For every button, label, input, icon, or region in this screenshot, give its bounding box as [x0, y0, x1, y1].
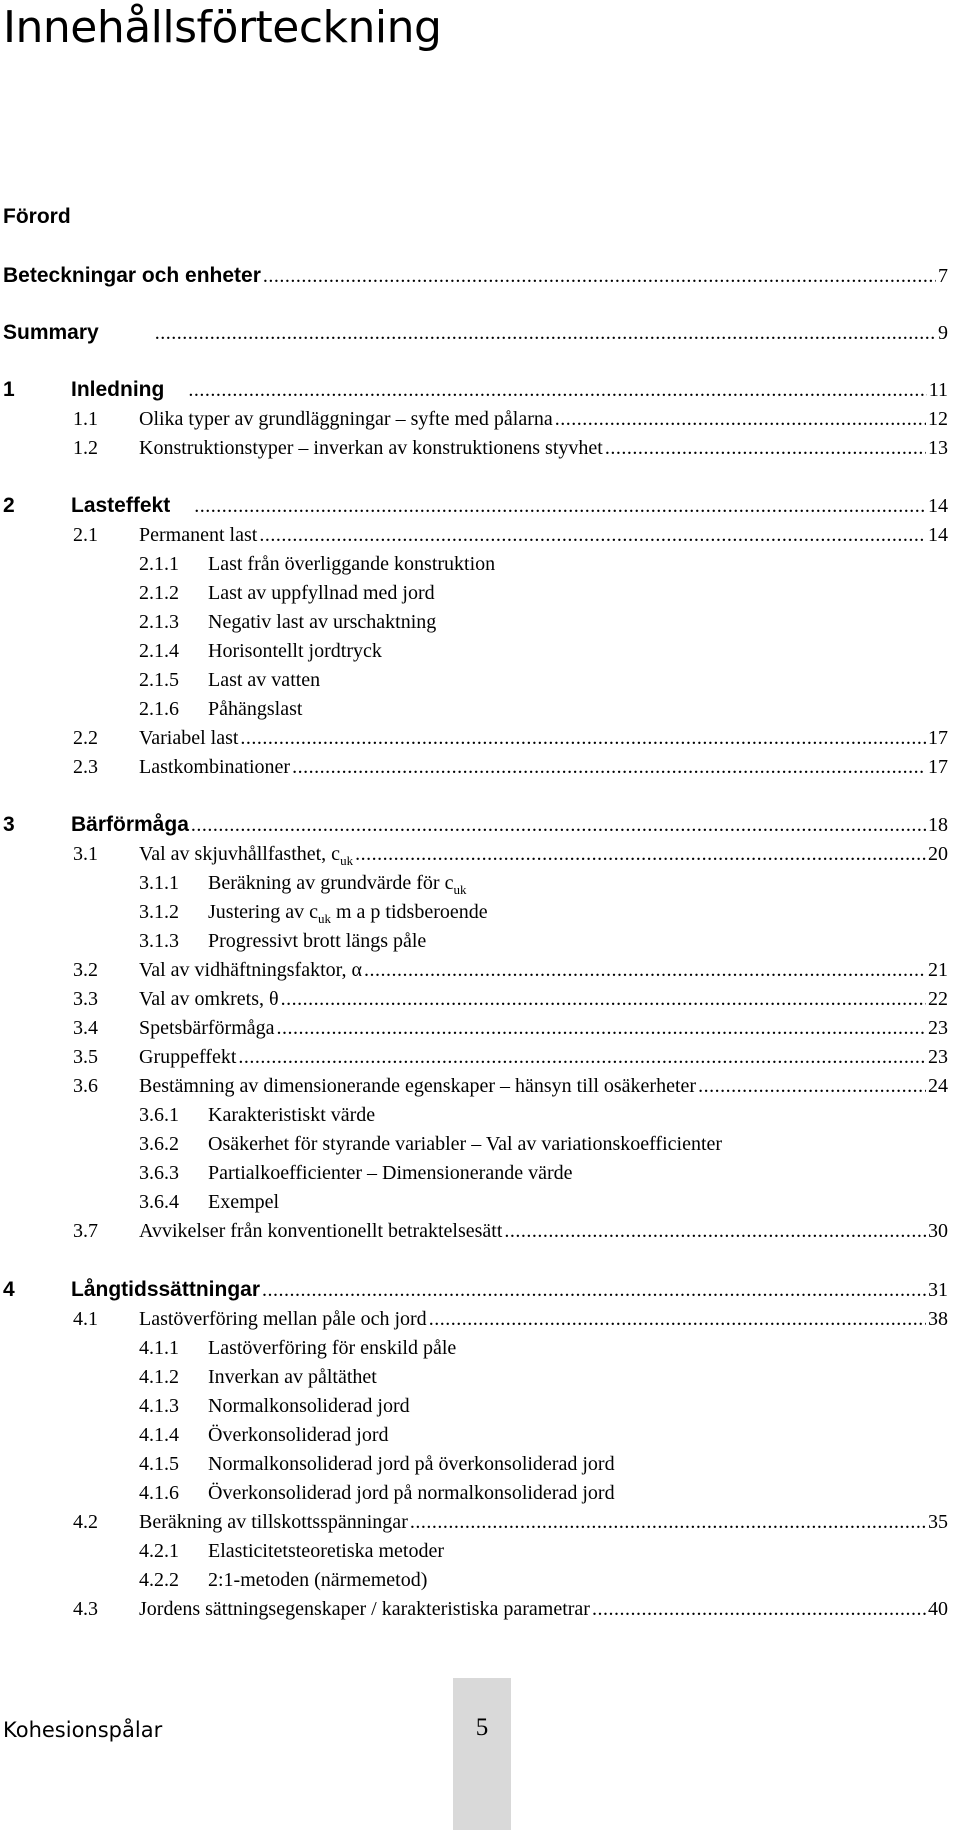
- toc-page-number: 23: [928, 1046, 948, 1068]
- toc-entry-number: 2: [3, 494, 15, 517]
- toc-entry-number: 2.3: [73, 756, 98, 778]
- toc-entry[interactable]: [0, 987, 960, 1017]
- toc-entry-text: Exempel: [208, 1191, 280, 1213]
- toc-entry-number: 3.6: [73, 1075, 98, 1097]
- toc-entry[interactable]: [0, 813, 960, 843]
- toc-entry-number: 1: [3, 378, 15, 401]
- toc-page-number: 38: [928, 1308, 948, 1330]
- toc-entry-number: 3.3: [73, 988, 98, 1010]
- toc-entry-number: 3.6.3: [139, 1162, 179, 1184]
- toc-entry-number: 3.6.4: [139, 1191, 179, 1213]
- toc-entry[interactable]: [0, 1219, 960, 1249]
- toc-entry-number: 2.1.5: [139, 669, 179, 691]
- toc-entry-text: Lastkombinationer: [139, 756, 291, 778]
- toc-entry[interactable]: [0, 264, 960, 294]
- toc-page-number: 13: [928, 437, 948, 459]
- toc-entry-number: 3.1.2: [139, 901, 179, 923]
- toc-entry-number: 2.1.2: [139, 582, 179, 604]
- toc-entry-text: Negativ last av urschaktning: [208, 611, 437, 633]
- toc-page-number: 31: [928, 1279, 948, 1301]
- page-number-box: [453, 1678, 511, 1830]
- toc-entry-text: Bestämning av dimensionerande egenskaper – hänsyn till osäkerheter: [139, 1075, 697, 1097]
- toc-entry[interactable]: [0, 958, 960, 988]
- toc-entry-text: Val av skjuvhållfasthet, c: [139, 843, 341, 865]
- toc-entry-text: Progressivt brott längs påle: [208, 930, 427, 952]
- toc-entry-text: Elasticitetsteoretiska metoder: [208, 1540, 445, 1562]
- toc-entry[interactable]: [0, 1423, 960, 1453]
- toc-entry[interactable]: [0, 929, 960, 959]
- toc-entry[interactable]: [0, 407, 960, 437]
- toc-entry[interactable]: [0, 697, 960, 727]
- toc-entry-number: 2.1.4: [139, 640, 179, 662]
- toc-page-number: 17: [928, 756, 948, 778]
- toc-page-number: 11: [928, 379, 948, 401]
- toc-entry-number: 3.6.1: [139, 1104, 179, 1126]
- toc-entry[interactable]: [0, 842, 960, 872]
- toc-page-number: 12: [928, 408, 948, 430]
- toc-entry-text: Beteckningar och enheter: [3, 264, 261, 287]
- toc-entry[interactable]: [0, 1307, 960, 1337]
- toc-entry-text: 2:1-metoden (närmemetod): [208, 1569, 428, 1591]
- toc-entry-text: Spetsbärförmåga: [139, 1017, 275, 1039]
- toc-entry[interactable]: [0, 1103, 960, 1133]
- toc-entry-number: 4.1: [73, 1308, 98, 1330]
- toc-page-number: 40: [928, 1598, 948, 1620]
- page-title: Innehållsförteckning: [3, 2, 442, 53]
- toc-entry[interactable]: [0, 726, 960, 756]
- toc-page-number: 30: [928, 1220, 948, 1242]
- toc-entry-number: 4.1.5: [139, 1453, 179, 1475]
- toc-entry-number: 4.3: [73, 1598, 98, 1620]
- toc-entry[interactable]: [0, 1278, 960, 1308]
- toc-page-number: 18: [928, 814, 948, 836]
- toc-entry[interactable]: [0, 205, 960, 235]
- toc-page-number: 22: [928, 988, 948, 1010]
- toc-entry-number: 4.1.6: [139, 1482, 179, 1504]
- toc-page-number: 24: [928, 1075, 948, 1097]
- toc-entry-text: Inverkan av påltäthet: [208, 1366, 377, 1388]
- toc-entry-text: Överkonsoliderad jord: [208, 1424, 389, 1446]
- toc-entry-text: Påhängslast: [208, 698, 303, 720]
- toc-entry-text: Val av omkrets, θ: [139, 988, 279, 1010]
- toc-entry-text: Last av vatten: [208, 669, 321, 691]
- toc-entry-text: Justering av c: [208, 901, 318, 923]
- subscript: uk: [453, 882, 467, 897]
- subscript: uk: [340, 853, 354, 868]
- toc-entry-number: 3.6.2: [139, 1133, 179, 1155]
- toc-entry-text-suffix: m a p tidsberoende: [330, 901, 488, 923]
- toc-page-number: 23: [928, 1017, 948, 1039]
- toc-entry[interactable]: [0, 436, 960, 466]
- toc-entry-text: Konstruktionstyper – inverkan av konstruktionens styvhet: [139, 437, 603, 459]
- toc-page-number: 17: [928, 727, 948, 749]
- toc-entry[interactable]: [0, 1452, 960, 1482]
- toc-entry[interactable]: [0, 900, 960, 930]
- toc-entry[interactable]: [0, 1539, 960, 1569]
- toc-entry-text: Normalkonsoliderad jord: [208, 1395, 410, 1417]
- toc-entry-text: Lasteffekt: [71, 494, 171, 517]
- toc-entry-number: 1.2: [73, 437, 98, 459]
- toc-entry-text: Överkonsoliderad jord på normalkonsoliderad jord: [208, 1482, 615, 1504]
- toc-entry-text: Beräkning av grundvärde för c: [208, 872, 454, 894]
- toc-entry-text: Förord: [3, 205, 71, 228]
- toc-entry[interactable]: [0, 639, 960, 669]
- toc-entry-text: Lastöverföring mellan påle och jord: [139, 1308, 427, 1330]
- toc-entry-number: 4.2.1: [139, 1540, 179, 1562]
- toc-entry[interactable]: [0, 1045, 960, 1075]
- toc-entry-number: 3.2: [73, 959, 98, 981]
- toc-page-number: 14: [928, 495, 948, 517]
- toc-entry-number: 3.4: [73, 1017, 98, 1039]
- toc-entry-text: Normalkonsoliderad jord på överkonsoliderad jord: [208, 1453, 615, 1475]
- toc-entry-number: 3.1.1: [139, 872, 179, 894]
- toc-page-number: 9: [938, 322, 948, 344]
- toc-entry-number: 2.1: [73, 524, 98, 546]
- toc-entry-number: 2.1.3: [139, 611, 179, 633]
- toc-entry[interactable]: [0, 668, 960, 698]
- toc-entry-number: 4.1.1: [139, 1337, 179, 1359]
- page-number: 5: [475, 1714, 489, 1741]
- toc-entry-number: 4: [3, 1278, 15, 1301]
- toc-entry-text: Jordens sättningsegenskaper / karakteristiska parametrar: [139, 1598, 590, 1620]
- toc-entry[interactable]: [0, 321, 960, 351]
- toc-entry-text: Långtidssättningar: [71, 1278, 261, 1301]
- toc-entry-number: 3.7: [73, 1220, 98, 1242]
- toc-entry-text: Inledning: [71, 378, 165, 401]
- toc-entry[interactable]: [0, 1132, 960, 1162]
- toc-entry-number: 3.1.3: [139, 930, 179, 952]
- toc-entry-text: Gruppeffekt: [139, 1046, 237, 1068]
- toc-entry-number: 4.2.2: [139, 1569, 179, 1591]
- toc-entry[interactable]: [0, 610, 960, 640]
- toc-entry-number: 2.2: [73, 727, 98, 749]
- toc-entry[interactable]: [0, 1597, 960, 1627]
- toc-entry-text: Beräkning av tillskottsspänningar: [139, 1511, 408, 1533]
- toc-entry-number: 3.5: [73, 1046, 98, 1068]
- footer-title: Kohesionspålar: [3, 1718, 163, 1742]
- toc-entry[interactable]: [0, 1190, 960, 1220]
- toc-entry-text: Lastöverföring för enskild påle: [208, 1337, 457, 1359]
- toc-entry-number: 3: [3, 813, 15, 836]
- toc-entry[interactable]: [0, 494, 960, 524]
- toc-entry[interactable]: [0, 1481, 960, 1511]
- toc-entry[interactable]: [0, 1365, 960, 1395]
- toc-page-number: 14: [928, 524, 948, 546]
- toc-entry[interactable]: [0, 581, 960, 611]
- toc-page-number: 35: [928, 1511, 948, 1533]
- toc-entry[interactable]: [0, 871, 960, 901]
- toc-page-number: 20: [928, 843, 948, 865]
- toc-entry[interactable]: [0, 378, 960, 408]
- toc-entry-text: Bärförmåga: [71, 813, 189, 836]
- toc-entry-number: 4.1.2: [139, 1366, 179, 1388]
- toc-entry-text: Partialkoefficienter – Dimensionerande värde: [208, 1162, 573, 1184]
- toc-entry[interactable]: [0, 755, 960, 785]
- toc-entry[interactable]: [0, 1394, 960, 1424]
- toc-entry-text: Permanent last: [139, 524, 258, 546]
- toc-entry[interactable]: [0, 1016, 960, 1046]
- toc-entry[interactable]: [0, 523, 960, 553]
- toc-entry-text: Horisontellt jordtryck: [208, 640, 382, 662]
- toc-entry-number: 4.2: [73, 1511, 98, 1533]
- toc-entry-number: 1.1: [73, 408, 98, 430]
- toc-entry-text: Osäkerhet för styrande variabler – Val av variationskoefficienter: [208, 1133, 723, 1155]
- toc-entry-number: 4.1.4: [139, 1424, 179, 1446]
- toc-entry-text: Last av uppfyllnad med jord: [208, 582, 435, 604]
- toc-entry[interactable]: [0, 1568, 960, 1598]
- toc-page-number: 7: [938, 265, 948, 287]
- toc-entry-text: Variabel last: [139, 727, 239, 749]
- toc-entry-text: Avvikelser från konventionellt betraktelsesätt: [139, 1220, 503, 1242]
- toc-entry-number: 2.1.6: [139, 698, 179, 720]
- toc-entry[interactable]: [0, 1336, 960, 1366]
- toc-entry-number: 2.1.1: [139, 553, 179, 575]
- toc-entry-number: 3.1: [73, 843, 98, 865]
- toc-entry-text: Val av vidhäftningsfaktor, α: [139, 959, 362, 981]
- toc-entry-number: 4.1.3: [139, 1395, 179, 1417]
- toc-entry-text: Summary: [3, 321, 99, 344]
- toc-entry-text: Last från överliggande konstruktion: [208, 553, 496, 575]
- toc-entry-text: Olika typer av grundläggningar – syfte med pålarna: [139, 408, 553, 430]
- toc-entry[interactable]: [0, 1510, 960, 1540]
- toc-page-number: 21: [928, 959, 948, 981]
- toc-entry[interactable]: [0, 1074, 960, 1104]
- subscript: uk: [317, 911, 331, 926]
- toc-entry[interactable]: [0, 1161, 960, 1191]
- toc-entry[interactable]: [0, 552, 960, 582]
- toc-entry-text: Karakteristiskt värde: [208, 1104, 376, 1126]
